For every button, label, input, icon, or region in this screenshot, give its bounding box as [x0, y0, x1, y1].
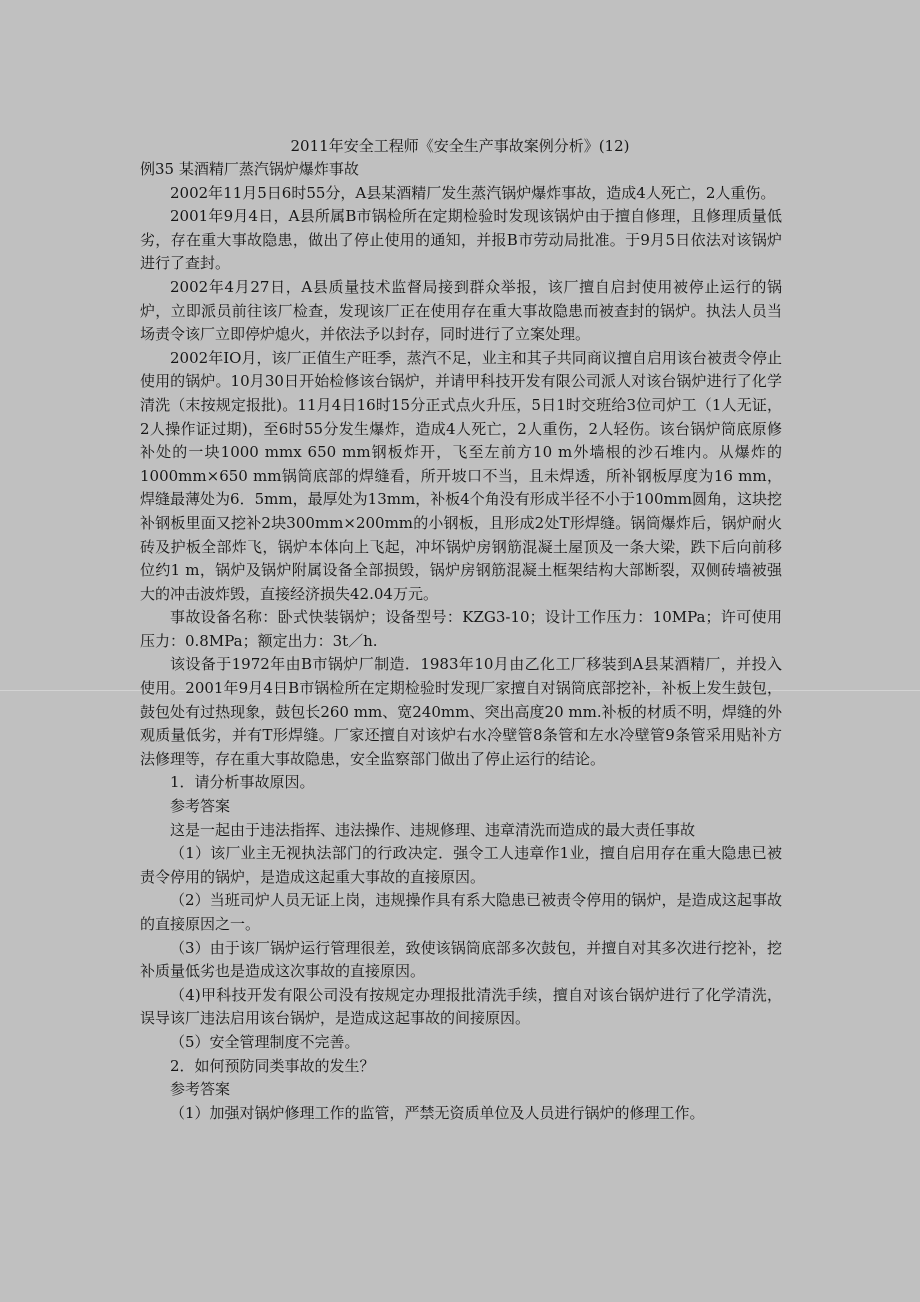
answer-2-label: 参考答案 [170, 1080, 231, 1099]
paragraph-inspection-2001: 2001年9月4日，A县所属B市锅检所在定期检验时发现该锅炉由于擅自修理，且修理质量低劣，存在重大事故隐患，做出了停止使用的通知，并报B市劳动局批准。于9月5日依法对该锅炉进行了查封。 [140, 207, 782, 273]
answer-1-summary: 这是一起由于违法指挥、违法操作、违规修理、违章清洗而造成的最大责任事故 [170, 820, 696, 839]
cause-item: （3）由于该厂锅炉运行管理很差，致使该锅筒底部多次鼓包，并擅自对其多次进行挖补，挖补质量低劣也是造成这次事故的直接原因。 [140, 938, 782, 981]
case-heading: 例35 某酒精厂蒸汽锅炉爆炸事故 [140, 160, 359, 178]
question-1: 1．请分析事故原因。 [170, 773, 315, 792]
paragraph-report-2002: 2002年4月27日，A县质量技术监督局接到群众举报，该厂擅自启封使用被停止运行的锅炉，立即派员前往该厂检查，发现该厂正在使用存在重大事故隐患而被查封的锅炉。执法人员当场责令该厂立即停炉熄火，并依法予以封存，同时进行了立案处理。 [140, 277, 782, 344]
document-body [140, 158, 782, 1125]
cause-item: （5）安全管理制度不完善。 [170, 1032, 360, 1051]
cause-item: （2）当班司炉人员无证上岗，违规操作具有系大隐患已被责令停用的锅炉，是造成这起事故的直接原因之一。 [140, 891, 782, 933]
document-title: 2011年安全工程师《安全生产事故案例分析》(12) [290, 137, 630, 155]
paragraph-accident-details: 2002年IO月，该厂正值生产旺季，蒸汽不足，业主和其子共同商议擅自启用该台被责令停止使用的锅炉。10月30日开始检修该台锅炉，并请甲科技开发有限公司派人对该台锅炉进行了化学清洗（末按规定报批)。11月4日16时15分正式点火升压，5日1时交班给3位司炉工（1人无证，2人操作证过期)，至6时55分发生爆炸，造成4人死亡，2人重伤，2人轻伤。该台锅炉筒底原修补处的一块1000 mmx 650 mm钢板炸开，飞至左前方10 m外墙根的沙石堆内。从爆炸的1000mm×650 mm锅筒底部的焊缝看，所开坡口不当，且未焊透，所补钢板厚度为16 mm，焊缝最薄处为6．5mm，最厚处为13mm，补板4个角没有形成半径不小于100mm圆角，这块挖补钢板里面又挖补2块300mm×200mm的小钢板，且形成2处T形焊缝。锅筒爆炸后，锅炉耐火砖及护板全部炸飞，锅炉本体向上飞起，冲坏锅炉房钢筋混凝土屋顶及一条大梁，跌下后向前移位约1 m，锅炉及锅炉附属设备全部损毁，锅炉房钢筋混凝土框架结构大部断裂，双侧砖墙被强大的冲击波炸毁，直接经济损失42.04万元。 [140, 348, 782, 603]
cause-item: （1）该厂业主无视执法部门的行政决定．强令工人违章作1业，擅自启用存在重大隐患已被责令停用的锅炉，是造成这起重大事故的直接原因。 [140, 844, 782, 886]
paragraph-equipment-spec: 事故设备名称：卧式快装锅炉；设备型号：KZG3-10；设计工作压力：10MPa；许可使用压力：0.8MPa；额定出力：3t／h. [140, 608, 782, 650]
paragraph-accident-summary: 2002年11月5日6时55分，A县某酒精厂发生蒸汽锅炉爆炸事故，造成4人死亡，2人重伤。 [170, 183, 776, 202]
paragraph-equipment-history: 该设备于1972年由B市锅炉厂制造．1983年10月由乙化工厂移装到A县某酒精厂，并投入使用。2001年9月4日B市锅检所在定期检验时发现厂家擅自对锅筒底部挖补，补板上发生鼓包，鼓包处有过热现象，鼓包长260 mm、宽240mm、突出高度20 mm.补板的材质不明，焊缝的外观质量低劣，并有T形焊缝。厂家还擅自对该炉右水冷壁管8条管和左水冷壁管9条管采用贴补方法修理等，存在重大事故隐患，安全监察部门做出了停止运行的结论。 [140, 655, 782, 768]
question-2: 2．如何预防同类事故的发生？ [170, 1056, 375, 1075]
answer-1-label: 参考答案 [170, 797, 231, 816]
prevention-item: （1）加强对锅炉修理工作的监管，严禁无资质单位及人员进行锅炉的修理工作。 [170, 1103, 705, 1122]
cause-item: （4)甲科技开发有限公司没有按规定办理报批清洗手续，擅自对该台锅炉进行了化学清洗，误导该厂违法启用该台锅炉，是造成这起事故的间接原因。 [140, 985, 782, 1028]
